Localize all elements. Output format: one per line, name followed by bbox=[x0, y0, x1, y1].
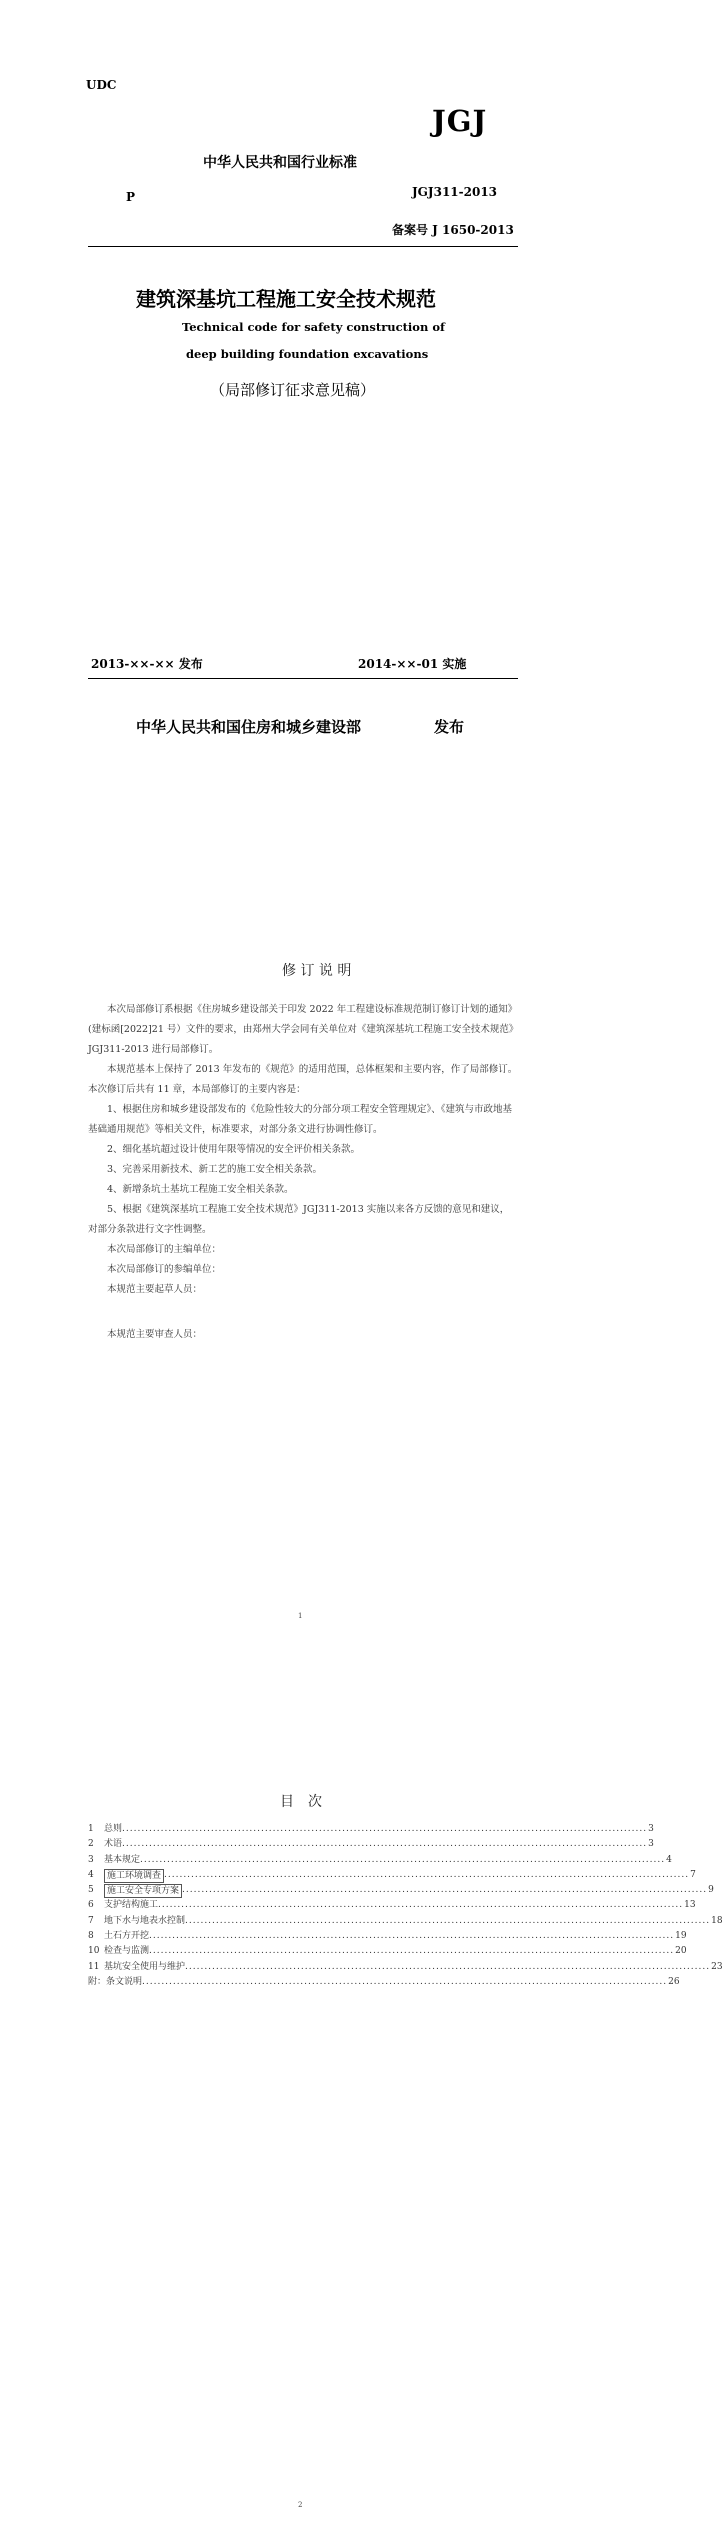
toc-entry-page: 19 bbox=[675, 1931, 687, 1942]
implementation-date: 2014-××-01 实施 bbox=[358, 657, 467, 671]
revision-heading: 修 订 说 明 bbox=[282, 963, 352, 979]
toc-entry[interactable] bbox=[88, 1822, 654, 1837]
revision-paragraph-1: 本次局部修订系根据《住房城乡建设部关于印发 2022 年工程建设标准规范制订修订计划的通知》(建标函[2022]21 号）文件的要求，由郑州大学会同有关单位对《建筑深基坑工程施工安全技术规范》JGJ311-2013 进行局部修订。 bbox=[88, 1004, 518, 1055]
toc-entry-page: 4 bbox=[666, 1854, 672, 1865]
toc-entry-number: 3 bbox=[88, 1854, 94, 1865]
toc-leader-dots: ........................................................................................................................................ bbox=[158, 1900, 684, 1911]
toc-entry-number: 6 bbox=[88, 1900, 94, 1911]
issuing-authority: 中华人民共和国住房和城乡建设部 bbox=[136, 718, 362, 736]
toc-entry-page: 9 bbox=[708, 1885, 714, 1896]
toc-leader-dots: ........................................................................................................................................ bbox=[149, 1931, 675, 1942]
toc-entry-page: 18 bbox=[711, 1915, 723, 1926]
revision-item-4: 4、新增条坑土基坑工程施工安全相关条款。 bbox=[107, 1184, 294, 1195]
toc-entry-page: 13 bbox=[684, 1900, 696, 1911]
issue-word: 发布 bbox=[434, 718, 465, 736]
toc-entry[interactable] bbox=[88, 1868, 696, 1883]
toc-entry-title: 基本规定 bbox=[104, 1854, 141, 1865]
toc-entry-page: 7 bbox=[690, 1869, 696, 1880]
toc-list bbox=[88, 1822, 723, 1990]
toc-entry-page: 23 bbox=[711, 1961, 723, 1972]
standard-code: JGJ311-2013 bbox=[412, 185, 498, 199]
udc-label: UDC bbox=[86, 78, 117, 92]
toc-entry[interactable] bbox=[88, 1960, 723, 1975]
toc-leader-dots: ........................................................................................................................................ bbox=[149, 1946, 675, 1957]
toc-leader-dots: ........................................................................................................................................ bbox=[164, 1869, 690, 1880]
toc-entry-number: 2 bbox=[88, 1839, 94, 1850]
toc-entry-number: 11 bbox=[88, 1961, 100, 1972]
page-number: 1 bbox=[298, 1612, 303, 1620]
toc-entry-number: 5 bbox=[88, 1885, 94, 1896]
cover-bottom-rule bbox=[88, 678, 518, 679]
revision-item-1: 1、根据住房和城乡建设部发布的《危险性较大的分部分项工程安全管理规定》、《建筑与市政地基基础通用规范》等相关文件，标准要求，对部分条文进行协调性修订。 bbox=[88, 1104, 513, 1135]
toc-entry-number: 10 bbox=[88, 1946, 100, 1957]
toc-entry[interactable] bbox=[88, 1898, 696, 1913]
chief-editor-unit: 本次局部修订的主编单位： bbox=[107, 1244, 222, 1255]
issue-date: 2013-××-×× 发布 bbox=[91, 657, 203, 671]
toc-entry-title: 术语 bbox=[104, 1839, 123, 1850]
industry-standard-title: 中华人民共和国行业标准 bbox=[203, 155, 357, 171]
toc-entry-title: 地下水与地表水控制 bbox=[104, 1915, 186, 1926]
toc-entry[interactable] bbox=[88, 1853, 672, 1868]
document-title-cn: 建筑深基坑工程施工安全技术规范 bbox=[136, 287, 436, 311]
revision-item-2: 2、细化基坑超过设计使用年限等情况的安全评价相关条款。 bbox=[107, 1144, 361, 1155]
draft-note: （局部修订征求意见稿） bbox=[210, 381, 376, 399]
toc-entry-title: 支护结构施工 bbox=[104, 1900, 159, 1911]
toc-entry-title: 土石方开挖 bbox=[104, 1931, 150, 1942]
toc-entry-number: 1 bbox=[88, 1824, 94, 1834]
jgj-mark: JGJ bbox=[432, 104, 488, 138]
revision-item-3: 3、完善采用新技术、新工艺的施工安全相关条款。 bbox=[107, 1164, 323, 1175]
toc-leader-dots: ........................................................................................................................................ bbox=[122, 1839, 648, 1850]
toc-heading: 目 次 bbox=[280, 1794, 322, 1810]
toc-entry-title: 总则 bbox=[104, 1824, 123, 1834]
record-number: 备案号 J 1650-2013 bbox=[392, 223, 514, 237]
toc-leader-dots: ........................................................................................................................................ bbox=[185, 1961, 711, 1972]
revision-paragraph-2: 本规范基本上保持了 2013 年发布的《规范》的适用范围，总体框架和主要内容，作了局部修订。本次修订后共有 11 章，本局部修订的主要内容是： bbox=[88, 1064, 518, 1095]
toc-leader-dots: ........................................................................................................................................ bbox=[122, 1824, 648, 1834]
toc-entry-title: 基坑安全使用与维护 bbox=[104, 1961, 186, 1972]
participating-units: 本次局部修订的参编单位： bbox=[107, 1264, 222, 1275]
cover-top-rule bbox=[88, 246, 518, 247]
toc-leader-dots: ........................................................................................................................................ bbox=[142, 1976, 668, 1987]
document-title-en-line2: deep building foundation excavations bbox=[186, 347, 429, 361]
toc-entry-page: 3 bbox=[648, 1839, 654, 1850]
toc-leader-dots: ........................................................................................................................................ bbox=[182, 1885, 708, 1896]
page-number: 2 bbox=[298, 2501, 303, 2509]
document-title-en-line1: Technical code for safety construction of bbox=[182, 320, 445, 334]
toc-leader-dots: ........................................................................................................................................ bbox=[140, 1854, 666, 1865]
p-label: P bbox=[126, 190, 136, 204]
main-drafters: 本规范主要起草人员： bbox=[107, 1284, 203, 1295]
toc-entry-title: 施工安全专项方案 bbox=[104, 1884, 182, 1898]
toc-entry-title: 施工环境调查 bbox=[104, 1869, 164, 1883]
toc-entry[interactable] bbox=[88, 1944, 687, 1959]
main-reviewers: 本规范主要审查人员： bbox=[107, 1329, 203, 1340]
toc-entry[interactable] bbox=[88, 1837, 654, 1852]
toc-entry-page: 26 bbox=[668, 1976, 680, 1987]
toc-entry-title: 检查与监测 bbox=[104, 1946, 150, 1957]
revision-item-5: 5、根据《建筑深基坑工程施工安全技术规范》JGJ311-2013 实施以来各方反馈的意见和建议，对部分条款进行文字性调整。 bbox=[88, 1204, 510, 1235]
toc-entry-page: 20 bbox=[675, 1946, 687, 1957]
toc-entry-title: 附：条文说明 bbox=[88, 1976, 143, 1987]
toc-entry[interactable] bbox=[88, 1975, 680, 1990]
toc-entry-number: 8 bbox=[88, 1931, 94, 1942]
toc-entry-number: 4 bbox=[88, 1869, 94, 1880]
toc-entry[interactable] bbox=[88, 1883, 714, 1898]
toc-leader-dots: ........................................................................................................................................ bbox=[185, 1915, 711, 1926]
toc-entry[interactable] bbox=[88, 1929, 687, 1944]
toc-entry-page: 3 bbox=[648, 1824, 654, 1834]
toc-entry-number: 7 bbox=[88, 1915, 94, 1926]
toc-entry[interactable] bbox=[88, 1914, 723, 1929]
